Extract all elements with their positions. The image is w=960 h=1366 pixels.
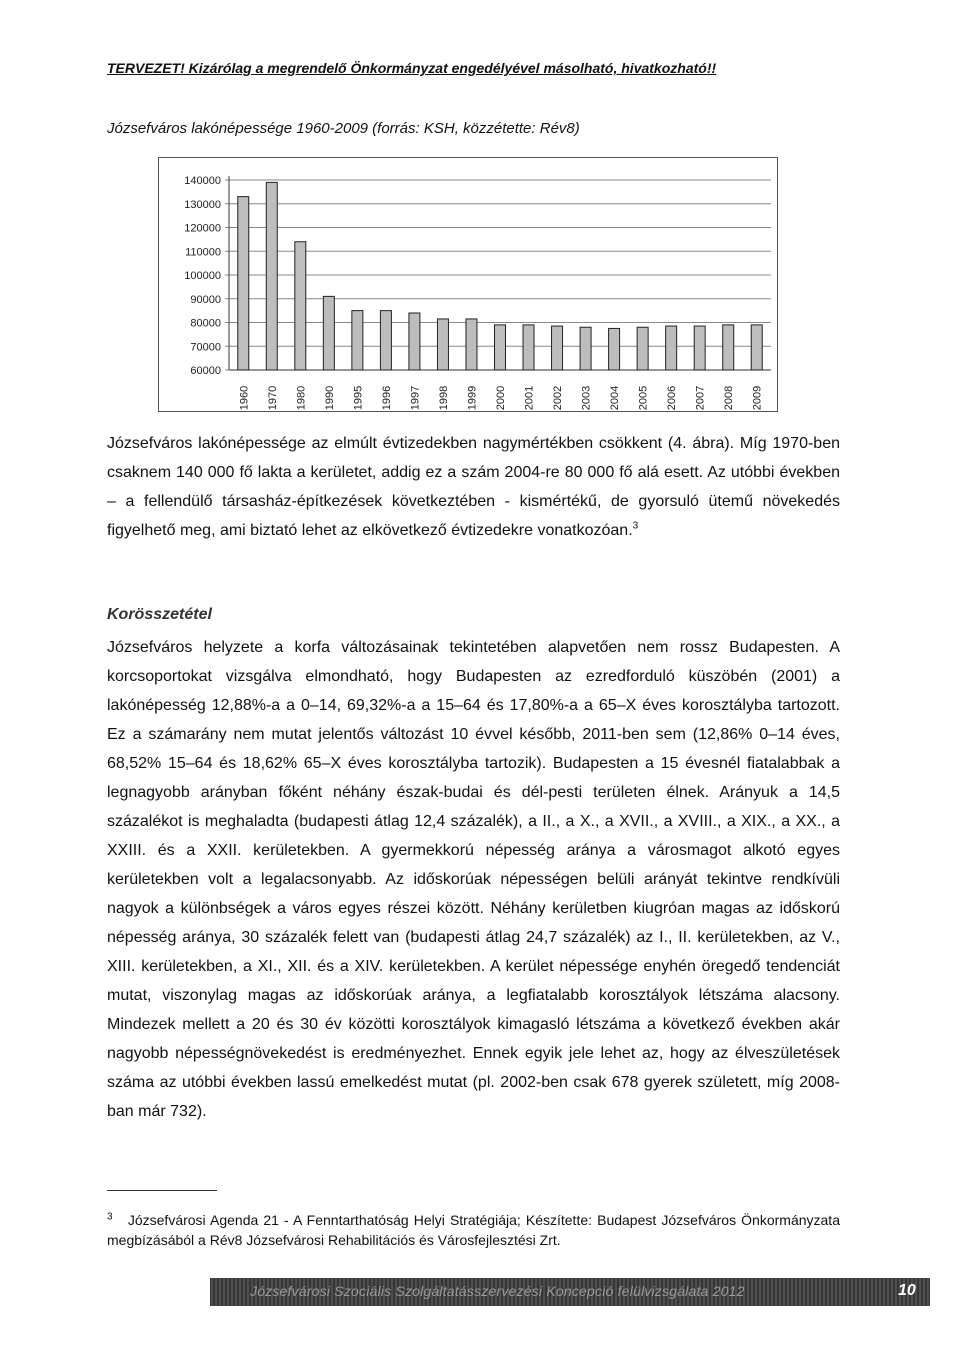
bar [523, 325, 534, 370]
bar [666, 326, 677, 370]
paragraph-population-decline [107, 429, 840, 545]
bar [495, 325, 506, 370]
x-tick-label: 1970 [266, 385, 279, 411]
bar [380, 311, 391, 370]
bar [580, 327, 591, 370]
x-tick-label: 2008 [723, 385, 736, 411]
bar [609, 328, 620, 370]
bar [323, 296, 334, 370]
x-tick-label: 2009 [751, 385, 764, 411]
x-tick-label: 1995 [352, 385, 365, 411]
footnote-divider [107, 1190, 217, 1191]
y-tick-label: 100000 [184, 270, 221, 282]
paragraph-1-text: Józsefváros lakónépessége az elmúlt évtizedekben nagymértékben csökkent (4. ábra). Míg 1970-ben csaknem 140 000 fő lakta a kerületet, addig ez a szám 2004-re 80 000 fő alá esett. Az utóbbi években – a fellendülő társasház-építkezések következtében - kismértékű, de gyorsuló ütemű növekedés figyelhető meg, ami biztató lehet az elkövetkező évtizedekre vonatkozóan. [107, 435, 840, 539]
bar [295, 242, 306, 370]
x-tick-label: 1999 [466, 385, 479, 411]
footnote-number: 3 [107, 1211, 113, 1223]
bar [694, 326, 705, 370]
x-tick-label: 2001 [523, 385, 536, 411]
y-tick-label: 80000 [190, 317, 221, 330]
x-tick-label: 2000 [495, 385, 507, 411]
bar [409, 313, 420, 370]
y-tick-label: 130000 [184, 198, 221, 211]
footnote-reference[interactable]: 3 [632, 520, 639, 532]
chart-caption: Józsefváros lakónépessége 1960-2009 (forrás: KSH, közzétette: Rév8) [107, 120, 580, 137]
x-tick-label: 2004 [609, 385, 622, 411]
bar [238, 197, 249, 370]
bar [437, 319, 448, 370]
population-chart [158, 157, 778, 412]
page-number: 10 [898, 1282, 916, 1299]
footnote [107, 1210, 840, 1250]
x-tick-label: 1980 [295, 385, 308, 411]
x-tick-label: 1997 [409, 385, 422, 411]
bar [552, 326, 563, 370]
bar [637, 327, 648, 370]
x-tick-label: 2003 [580, 385, 593, 411]
y-tick-label: 90000 [190, 293, 221, 306]
footer-title: Józsefvárosi Szociális Szolgáltatásszervezési Koncepció felülvizsgálata 2012 [250, 1283, 745, 1299]
bar [723, 325, 734, 370]
draft-notice: TERVEZET! Kizárólag a megrendelő Önkormányzat engedélyével másolható, hivatkozható!! [107, 60, 717, 76]
paragraph-age-structure: Józsefváros helyzete a korfa változásainak tekintetében alapvetően nem rossz Budapesten. A korcsoportokat vizsgálva elmondható, hogy Budapesten az ezredforduló küszöbén (2001) a lakónépesség 12,88%-a a 0–14, 69,32%-a a 15–64 és 17,80%-a a 65–X éves korosztályba tartozott. Ez a számarány nem mutat jelentős változást 10 évvel később, 2011-ben sem (12,86% 0–14 éves, 68,52% 15–64 és 18,62% 65–X éves korosztályba tartozik). Budapesten a 15 évesnél fiatalabbak a legnagyobb arányban főként néhány észak-budai és dél-pesti területen élnek. Arányuk a 14,5 százalékot is meghaladta (budapesti átlag 12,4 százalék), a II., a X., a XVII., a XVIII., a XIX., a XX., a XXIII. és a XXII. kerületekben. A gyermekkorú népesség aránya a városmagot alkotó egyes kerületekben volt a legalacsonyabb. Az időskorúak népességen belüli arányát tekintve rendkívüli nagyok a különbségek a város egyes részei között. Néhány kerületben kiugróan magas az időskorú népesség aránya, 30 százalék felett van (budapesti átlag 24,7 százalék) az I., II. kerületekben, az V., XIII. kerületekben, a XI., XII. és a XIV. kerületekben. A kerület népessége enyhén öregedő tendenciát mutat, viszonylag magas az időskorúak aránya, a legfiatalabb korosztályok létszáma alacsony. Mindezek mellett a 20 és 30 év közötti korosztályok kimagasló létszáma a következő években akár nagyobb népességnövekedést is eredményezhet. Ennek egyik jele lehet az, hogy az élveszületések száma az utóbbi években lassú emelkedést mutat (pl. 2002-ben csak 678 gyerek született, míg 2008-ban már 732). [107, 639, 840, 1120]
y-tick-label: 60000 [190, 365, 221, 377]
bar [266, 182, 277, 370]
x-tick-label: 2005 [637, 385, 650, 411]
bar [352, 311, 363, 370]
x-tick-label: 1990 [323, 385, 336, 411]
bar [466, 319, 477, 370]
x-tick-label: 2007 [694, 385, 707, 411]
y-tick-label: 120000 [184, 222, 221, 235]
section-title: Korösszetétel [107, 606, 212, 623]
y-tick-label: 70000 [190, 341, 221, 354]
x-tick-label: 1998 [437, 385, 450, 411]
y-tick-label: 140000 [184, 175, 221, 187]
x-tick-label: 1996 [380, 385, 393, 411]
x-tick-label: 1960 [238, 385, 251, 411]
y-tick-label: 110000 [185, 246, 221, 259]
chart-svg [159, 158, 779, 413]
footnote-text: Józsefvárosi Agenda 21 - A Fenntarthatóság Helyi Stratégiája; Készítette: Budapest Józsefváros Önkormányzata megbízásából a Rév8 Józsefvárosi Rehabilitációs és Városfejlesztési Zrt. [107, 1212, 840, 1248]
x-tick-label: 2006 [666, 385, 679, 411]
bar [751, 325, 762, 370]
x-tick-label: 2002 [552, 385, 565, 411]
